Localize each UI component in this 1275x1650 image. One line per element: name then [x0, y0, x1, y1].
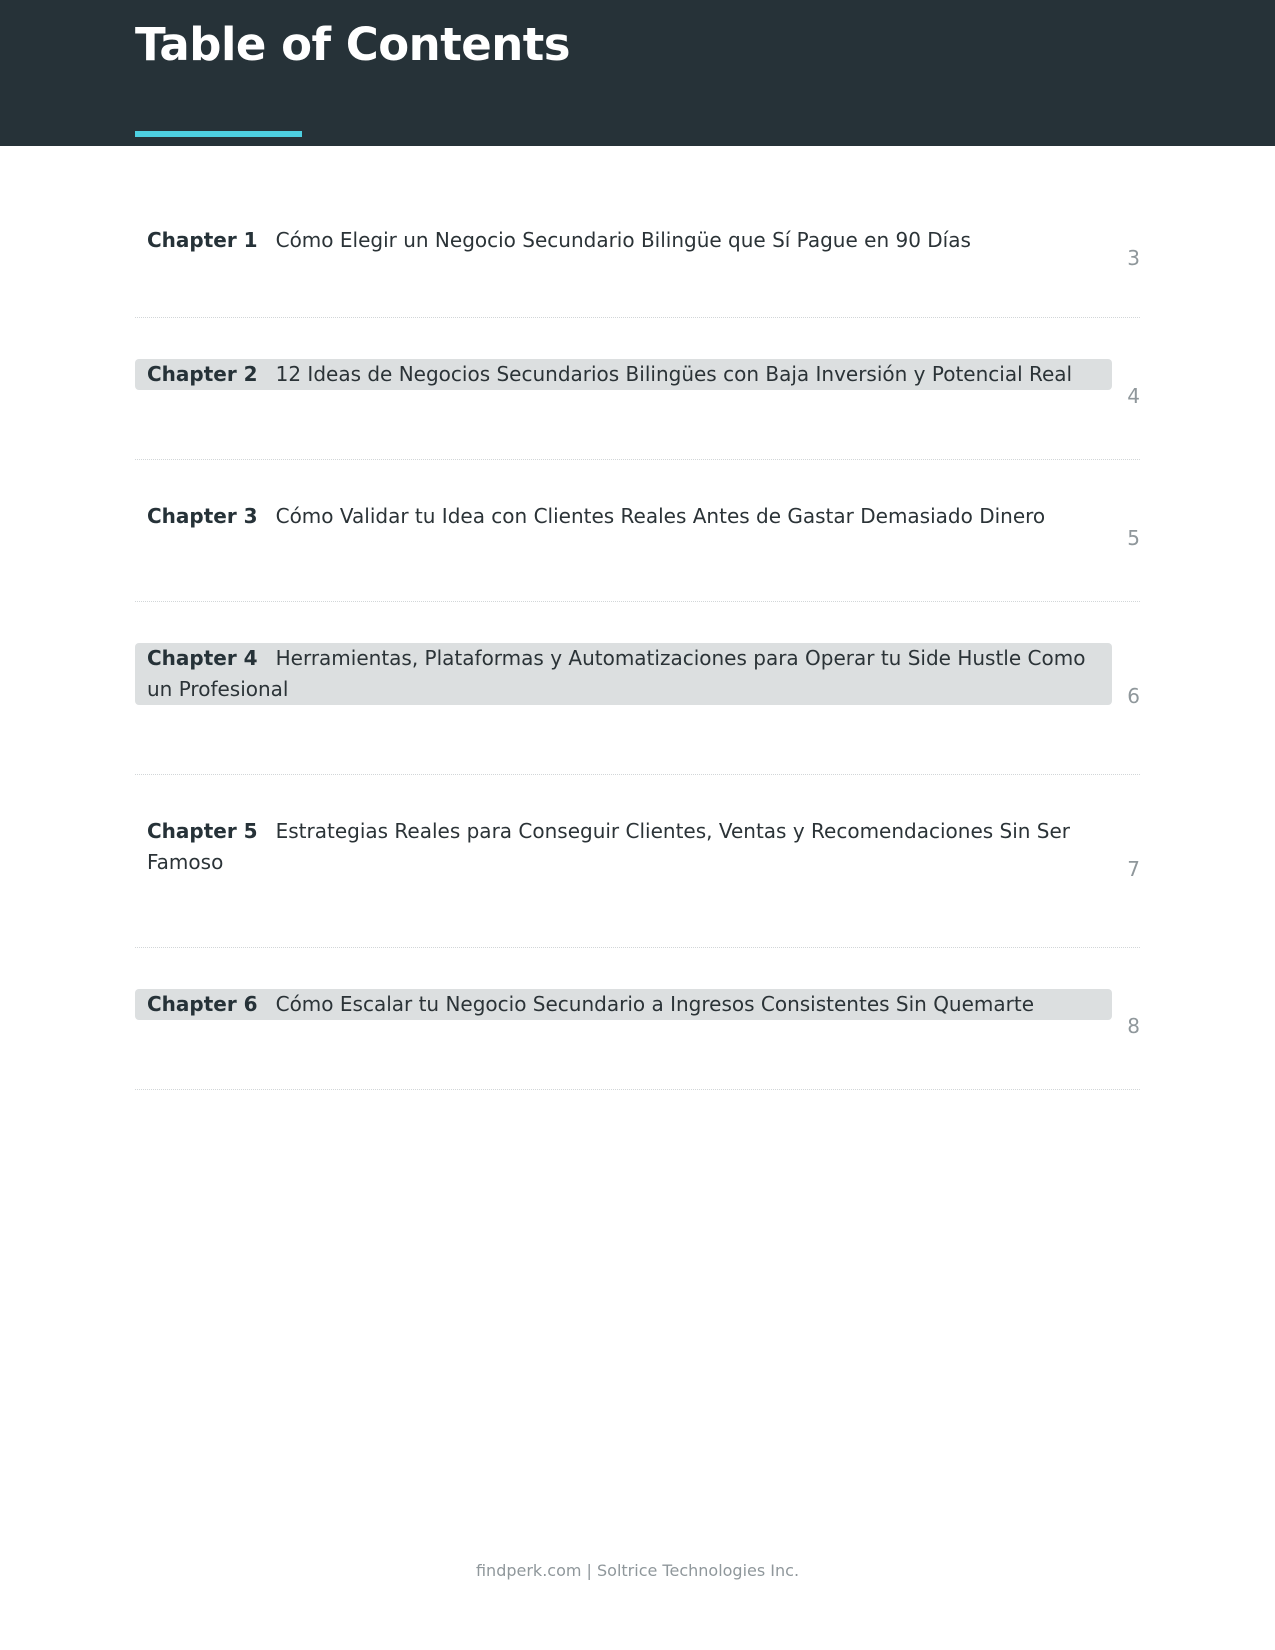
toc-entry-1[interactable] [135, 225, 1140, 318]
page-number: 6 [1127, 683, 1140, 708]
chapter-label: Chapter 2 [147, 362, 258, 386]
toc-entry-5[interactable] [135, 816, 1140, 948]
toc-entry-3[interactable] [135, 501, 1140, 602]
toc-entry-text [135, 816, 1112, 878]
page-title: Table of Contents [135, 18, 571, 71]
chapter-title: Cómo Elegir un Negocio Secundario Bilingüe que Sí Pague en 90 Días [275, 228, 971, 252]
toc-entry-4[interactable] [135, 643, 1140, 775]
table-of-contents [135, 201, 1140, 1090]
page-header [0, 0, 1275, 146]
page-number: 5 [1127, 526, 1140, 550]
chapter-title: Cómo Validar tu Idea con Clientes Reales Antes de Gastar Demasiado Dinero [275, 504, 1046, 528]
chapter-label: Chapter 5 [147, 819, 258, 843]
page-number: 3 [1127, 246, 1140, 270]
toc-entry-text [135, 225, 1112, 256]
chapter-title: Estrategias Reales para Conseguir Clientes, Ventas y Recomendaciones Sin Ser Famoso [147, 819, 1071, 874]
toc-entry-text [135, 989, 1112, 1020]
toc-entry-text [135, 643, 1112, 705]
page-number: 7 [1127, 856, 1140, 881]
chapter-label: Chapter 1 [147, 228, 258, 252]
page-footer: findperk.com | Soltrice Technologies Inc. [475, 1561, 800, 1580]
toc-entry-text [135, 501, 1112, 532]
toc-entry-2[interactable] [135, 359, 1140, 460]
toc-entry-6[interactable] [135, 989, 1140, 1090]
toc-entry-text [135, 359, 1112, 390]
page-number: 4 [1127, 384, 1140, 408]
chapter-label: Chapter 3 [147, 504, 258, 528]
chapter-title: Herramientas, Plataformas y Automatizaciones para Operar tu Side Hustle Como un Profesional [147, 646, 1086, 701]
title-accent-bar [135, 131, 302, 137]
page-number: 8 [1127, 1014, 1140, 1038]
chapter-label: Chapter 6 [147, 992, 258, 1016]
chapter-title: 12 Ideas de Negocios Secundarios Bilingües con Baja Inversión y Potencial Real [275, 362, 1073, 386]
chapter-title: Cómo Escalar tu Negocio Secundario a Ingresos Consistentes Sin Quemarte [275, 992, 1035, 1016]
chapter-label: Chapter 4 [147, 646, 258, 670]
